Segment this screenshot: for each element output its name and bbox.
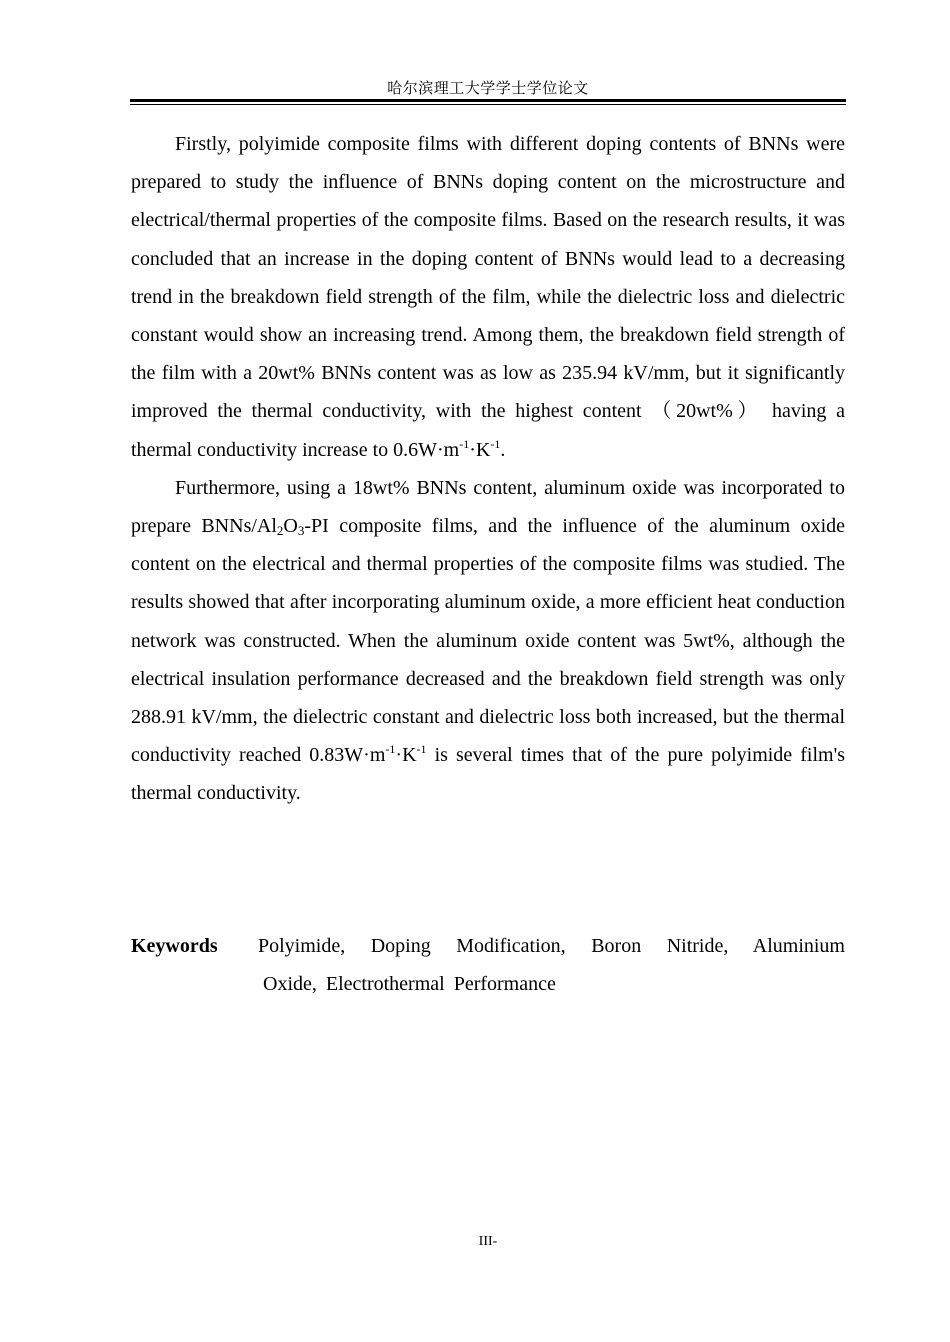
paren-content: （20wt%） [651, 400, 763, 423]
abstract-paragraph-2: Furthermore, using a 18wt% BNNs content, aluminum oxide was incorporated to prepare BNNs/$Al_2O_3-PI$ composite films, and the influence of the aluminum oxide content on the electrical and thermal properties of the composite films was studied. The results showed that after incorporating aluminum oxide, a more efficient heat conduction network was constructed. When the aluminum oxide content was 5wt%, although the electrical insulation performance decreased and the breakdown field strength was only 288.91 kV/mm, the dielectric constant and dielectric loss both increased, but the thermal conductivity reached $0.83W\cdot m^{-1}\cdot K^{-1}$ is several times that of the pure polyimide film's thermal conductivity. [131, 476, 845, 805]
keywords-block [131, 927, 845, 1003]
keywords-line-2: Oxide, Electrothermal Performance [263, 973, 556, 996]
running-header: 哈尔滨理工大学学士学位论文 [387, 79, 589, 97]
page-number: III- [478, 1234, 498, 1249]
keywords-label: Keywords [131, 935, 218, 957]
abstract-paragraph-1: Firstly, polyimide composite films with different doping contents of BNNs were prepared to study the influence of BNNs doping content on the microstructure and electrical/thermal properties of the composite films. Based on the research results, it was concluded that an increase in the doping content of BNNs would lead to a decreasing trend in the breakdown field strength of the film, while the dielectric loss and dielectric constant would show an increasing trend. Among them, the breakdown field strength of the film with a 20wt% BNNs content was as low as 235.94 kV/mm, but it significantly improved the thermal conductivity, with the highest content （20wt%） having a thermal conductivity increase to $0.6W\cdot m^{-1}\cdot K^{-1}$. [131, 133, 846, 461]
keywords-line-1: Polyimide, Doping Modification, Boron Nitride, Aluminium [258, 935, 845, 957]
header-rule-thin [130, 104, 846, 105]
header-rule-thick [130, 99, 846, 102]
keywords-list [258, 927, 845, 1003]
abstract-body [131, 125, 845, 813]
